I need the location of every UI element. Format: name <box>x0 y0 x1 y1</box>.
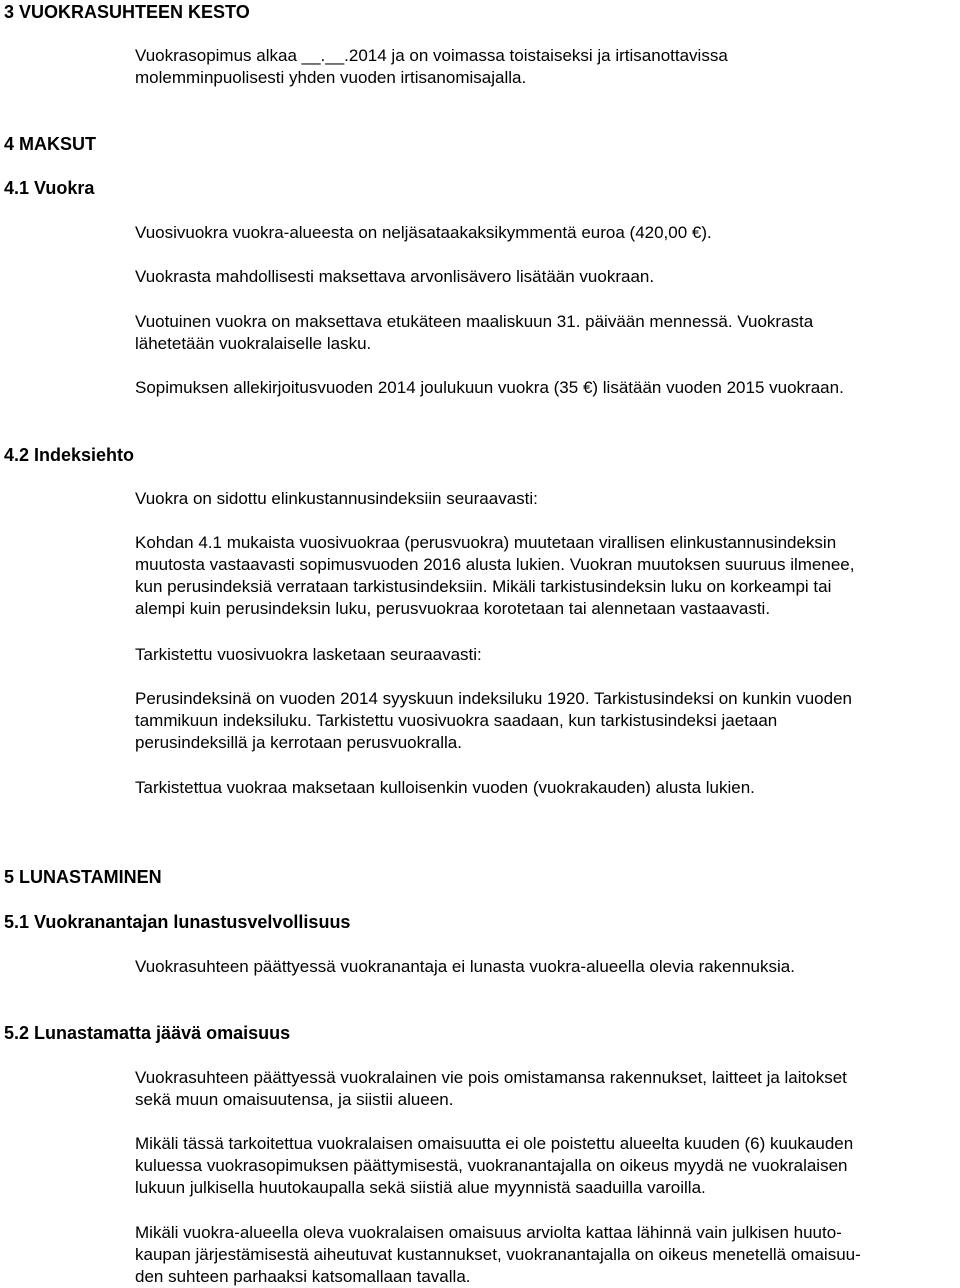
section-5-2-paragraph-1 <box>135 1067 950 1111</box>
text-line: alempi kuin perusindeksin luku, perusvuokraa korotetaan tai alennetaan vastaavasti. <box>135 599 771 618</box>
text-line: kuluessa vuokrasopimuksen päättymisestä, vuokranantajalla on oikeus myydä ne vuokralaisen <box>135 1156 848 1175</box>
text-line: muutosta vastaavasti sopimusvuoden 2016 alusta lukien. Vuokran muutoksen suuruus ilmenee, <box>135 555 855 574</box>
section-4-2-paragraph-4 <box>135 688 950 754</box>
text-line: tammikuun indeksiluku. Tarkistettu vuosivuokra saadaan, kun tarkistusindeksi jaetaan <box>135 711 778 730</box>
section-5-2-paragraph-2 <box>135 1133 950 1199</box>
section-4-1-paragraph-2: Vuokrasta mahdollisesti maksettava arvonlisävero lisätään vuokraan. <box>135 267 655 286</box>
section-4-2-paragraph-5: Tarkistettua vuokraa maksetaan kulloisenkin vuoden (vuokrakauden) alusta lukien. <box>135 778 755 797</box>
text-line: Vuotuinen vuokra on maksettava etukäteen maaliskuun 31. päivään mennessä. Vuokrasta <box>135 312 814 331</box>
text-line: Perusindeksinä on vuoden 2014 syyskuun indeksiluku 1920. Tarkistusindeksi on kunkin vuoden <box>135 689 852 708</box>
section-5-heading: 5 LUNASTAMINEN <box>4 867 162 887</box>
section-4-heading: 4 MAKSUT <box>4 134 97 154</box>
section-4-1-heading: 4.1 Vuokra <box>4 178 95 198</box>
text-line: Vuokrasuhteen päättyessä vuokralainen vie pois omistamansa rakennukset, laitteet ja laitokset <box>135 1068 847 1087</box>
text-line: Vuokrasopimus alkaa __.__.2014 ja on voimassa toistaiseksi ja irtisanottavissa <box>135 46 728 65</box>
section-5-2-paragraph-3 <box>135 1222 950 1288</box>
section-4-2-paragraph-3: Tarkistettu vuosivuokra lasketaan seuraavasti: <box>135 645 482 664</box>
text-line: lukuun julkisella huutokaupalla sekä siistiä alue myynnistä saaduilla varoilla. <box>135 1178 706 1197</box>
text-line: den suhteen parhaaksi katsomallaan tavalla. <box>135 1267 471 1286</box>
section-5-1-heading: 5.1 Vuokranantajan lunastusvelvollisuus <box>4 912 351 932</box>
text-line: Mikäli tässä tarkoitettua vuokralaisen omaisuutta ei ole poistettu alueelta kuuden (6) kuukauden <box>135 1134 854 1153</box>
section-4-1-paragraph-1: Vuosivuokra vuokra-alueesta on neljäsataakaksikymmentä euroa (420,00 €). <box>135 223 712 242</box>
text-line: sekä muun omaisuutensa, ja siistii alueen. <box>135 1090 454 1109</box>
section-4-2-paragraph-2 <box>135 532 950 620</box>
text-line: Mikäli vuokra-alueella oleva vuokralaisen omaisuus arviolta kattaa lähinnä vain julkisen huuto- <box>135 1223 842 1242</box>
text-line: molemminpuolisesti yhden vuoden irtisanomisajalla. <box>135 68 527 87</box>
text-line: lähetetään vuokralaiselle lasku. <box>135 334 372 353</box>
section-3-paragraph <box>135 45 950 89</box>
text-line: Kohdan 4.1 mukaista vuosivuokraa (perusvuokra) muutetaan virallisen elinkustannusindeksin <box>135 533 837 552</box>
section-3-heading: 3 VUOKRASUHTEEN KESTO <box>4 2 250 22</box>
text-line: kaupan järjestämisestä aiheutuvat kustannukset, vuokranantajalla on oikeus menetellä omaisuu- <box>135 1245 861 1264</box>
section-4-2-paragraph-1: Vuokra on sidottu elinkustannusindeksiin seuraavasti: <box>135 489 538 508</box>
section-5-2-heading: 5.2 Lunastamatta jäävä omaisuus <box>4 1023 291 1043</box>
text-line: kun perusindeksiä verrataan tarkistusindeksiin. Mikäli tarkistusindeksin luku on korkeampi tai <box>135 577 832 596</box>
text-line: perusindeksillä ja kerrotaan perusvuokralla. <box>135 733 462 752</box>
section-4-2-heading: 4.2 Indeksiehto <box>4 445 135 465</box>
section-5-1-paragraph-1: Vuokrasuhteen päättyessä vuokranantaja ei lunasta vuokra-alueella olevia rakennuksia. <box>135 957 795 976</box>
section-4-1-paragraph-3 <box>135 311 950 355</box>
section-4-1-paragraph-4: Sopimuksen allekirjoitusvuoden 2014 joulukuun vuokra (35 €) lisätään vuoden 2015 vuokraan. <box>135 378 844 397</box>
